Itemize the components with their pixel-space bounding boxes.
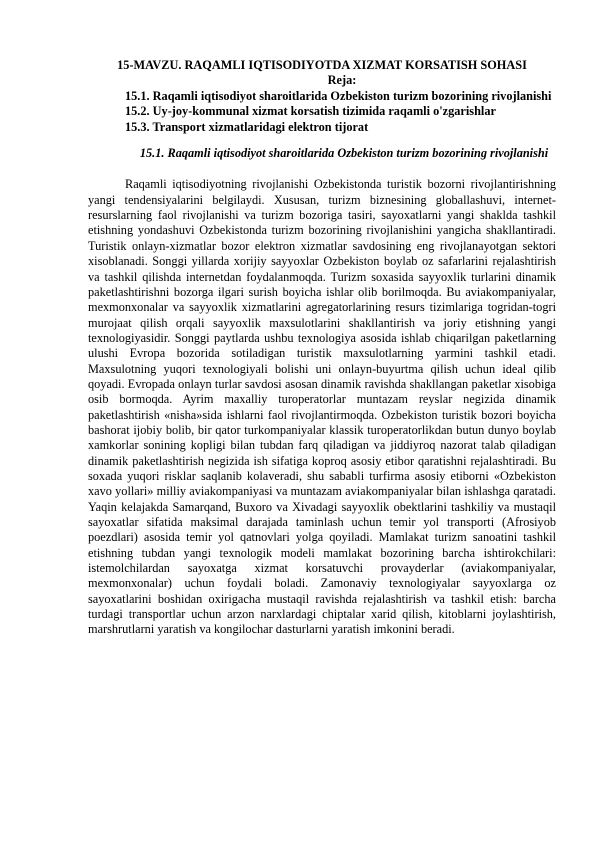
document-title: 15-MAVZU. RAQAMLI IQTISODIYOTDA XIZMAT KORSATISH SOHASI xyxy=(117,58,527,72)
plan-item: 15.3. Transport xizmatlaridagi elektron tijorat xyxy=(125,119,369,134)
plan-item: 15.2. Uy-joy-kommunal xizmat korsatish tizimida raqamli o'zgarishlar xyxy=(125,104,496,119)
document-page xyxy=(88,58,556,638)
section-heading: 15.1. Raqamli iqtisodiyot sharoitlarida Ozbekiston turizm bozorining rivojlanishi xyxy=(139,146,549,161)
plan-item: 15.1. Raqamli iqtisodiyot sharoitlarida Ozbekiston turizm bozorining rivojlanishi xyxy=(125,88,552,103)
plan-label: Reja: xyxy=(327,73,357,88)
body-paragraph: Raqamli iqtisodiyotning rivojlanishi Ozbekistonda turistik bozorni rivojlantirishning yangi tendensiyalarini belgilaydi. Xususan, turizm biznesining globallashuvi, internet-resurslarning faol rivojlanishi va turizm bozoriga tasiri, sayoxatlarni yangi shaklda tashkil etishning yondashuvi Ozbekistonda turizm bozorining rivojlanishini yangicha shakllantiradi. Turistik onlayn-xizmatlar bozor elektron xizmatlar savdosining eng rivojlanayotgan sektori xisoblanadi. Songgi yillarda xorijiy sayyoxlar Ozbekiston boylab oz safarlarini rejalashtirish va tashkil qilishda internetdan foydalanmoqda. Turizm soxasida sayyoxlik turlarini dinamik paketlashtirishni bozorga ilgari surish boyicha ishlar olib borilmoqda. Bu aviakompaniyalar, mexmonxonalar va sayyoxlik xizmatlarini agregatorlarining resurs tizimlariga togridan-togri murojaat qilish orqali sayyoxlik maxsulotlarini shakllantirish va joriy etishning yangi texnologiyasidir. Songgi paytlarda ushbu texnologiya asosida ishlab chiqarilgan paketlarning ulushi Evropa bozorida sotiladigan turistik maxsulotlarning yarmini tashkil etadi. Maxsulotning yuqori texnologiyali bolishi uni onlayn-buyurtma qilish uchun ideal qilib qoyadi. Evropada onlayn turlar savdosi asosan dinamik ravishda shakllangan paketlar xisobiga osib bormoqda. Ayrim maxalliy turoperatorlar muntazam reyslar negizida dinamik paketlashtirish «nisha»sida ishlarni faol rivojlantirmoqda. Ozbekiston turistik bozori boyicha bashorat ijobiy bolib, bir qator turkompaniyalar klassik turoperatorlikdan butun dunyo boylab xamkorlar sonining kopligi bilan tubdan farq qiladigan va jiddiyroq nazorat talab qiladigan dinamik paketlashtirish negizida ish sifatiga koproq asosiy etibor qaratishni rejalashtiradi. Bu soxada yuqori risklar saqlanib kolaveradi, shu sababli turfirma asosiy etiborni «Ozbekiston xavo yollari» milliy aviakompaniyasi va muntazam aviakompaniyalar bilan ishlashga qaratadi. Yaqin kelajakda Samarqand, Buxoro va Xivadagi sayyoxlik obektlarini tashkiliy va mustaqil sayoxatlar sifatida maksimal darajada taminlash uchun temir yol transporti (Afrosiyob poezdlari) asosida temir yol qatnovlari yolga qoyiladi. Mamlakat turizm sanoatini tashkil etishning tubdan yangi texnologik modeli mamlakat bozorining barcha ishtirokchilari: istemolchilardan sayoxatga xizmat korsatuvchi provayderlar (aviakompaniyalar, mexmonxonalar) uchun foydali boladi. Zamonaviy texnologiyalar sayyoxlarga oz sayoxatlarini boshidan oxirigacha mustaqil ravishda rejalashtirish va tashkil etish: barcha turdagi transportlar uchun arzon narxlardagi chiptalar xarid qilish, kitoblarni joylashtirish, marshrutlarni yaratish va kongilochar dasturlarni yaratish imkonini beradi. xyxy=(88,177,556,637)
